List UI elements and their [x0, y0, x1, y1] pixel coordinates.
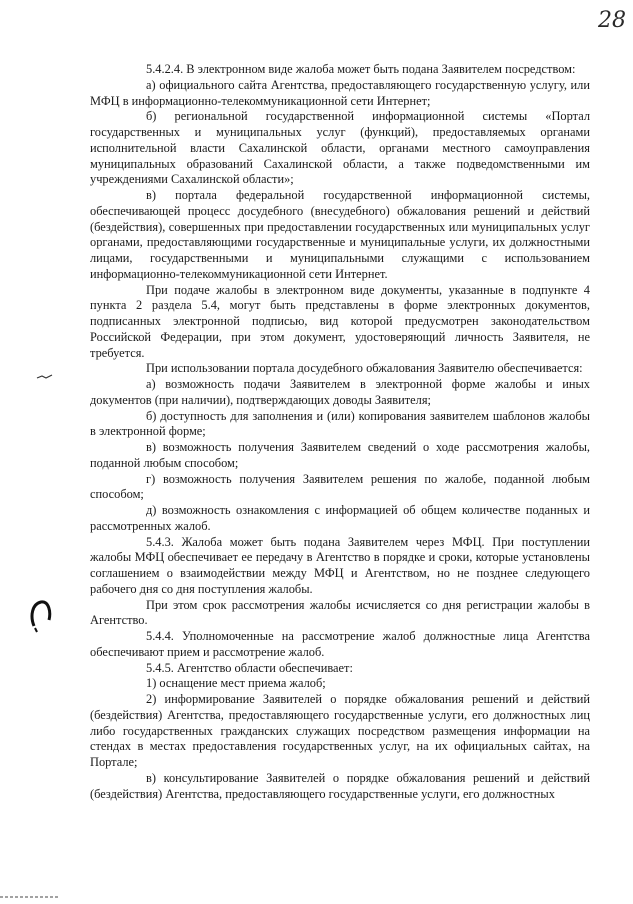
paragraph: б) доступность для заполнения и (или) копирования заявителем шаблонов жалобы в электронной форме;	[90, 408, 590, 439]
paragraph: б) региональной государственной информационной системы «Портал государственных и муниципальных услуг (функций), предоставляемых органами исполнительной власти Сахалинской области, органами местного самоуправления муниципальных образований Сахалинской области, а также подведомственными им учреждениями Сахалинской области»;	[90, 109, 590, 187]
paragraph: а) официального сайта Агентства, предоставляющего государственную услугу, или МФЦ в информационно-телекоммуникационной сети Интернет;	[90, 77, 590, 108]
paragraph: 1) оснащение мест приема жалоб;	[146, 676, 326, 691]
paragraph: 5.4.3. Жалоба может быть подана Заявителем через МФЦ. При поступлении жалобы МФЦ обеспечивает ее передачу в Агентство в порядке и сроки, которые установлены соглашением о взаимодействии между МФЦ и Агентством, но не позднее следующего рабочего дня со дня поступления жалобы.	[90, 534, 590, 596]
paragraph: в) консультирование Заявителей о порядке обжалования решений и действий (бездействия) Агентства, предоставляющего государственные услуги, его должностных	[90, 770, 590, 801]
scan-speck-mark	[36, 372, 54, 382]
bottom-edge-mark	[0, 894, 60, 900]
punch-hole-mark	[30, 598, 52, 634]
paragraph: д) возможность ознакомления с информацией об общем количестве поданных и рассмотренных жалоб.	[90, 503, 590, 533]
paragraph: в) портала федеральной государственной информационной системы, обеспечивающей процесс досудебного (внесудебного) обжалования решений и действий (бездействия), совершенных при предоставлении государственных или муниципальных услуг органами, предоставляющими государственные и муниципальные услуги, их должностными лицами, государственными и муниципальными служащими с использованием информационно-телекоммуникационной сети Интернет.	[90, 188, 590, 281]
paragraph: г) возможность получения Заявителем решения по жалобе, поданной любым способом;	[90, 471, 590, 502]
paragraph: а) возможность подачи Заявителем в электронной форме жалобы и иных документов (при наличии), подтверждающих доводы Заявителя;	[90, 377, 590, 407]
paragraph: 5.4.4. Уполномоченные на рассмотрение жалоб должностные лица Агентства обеспечивают прием и рассмотрение жалоб.	[90, 629, 590, 659]
page-number: 28	[598, 8, 626, 33]
paragraph: 5.4.2.4. В электронном виде жалоба может быть подана Заявителем посредством:	[146, 62, 576, 76]
paragraph: При использовании портала досудебного обжалования Заявителю обеспечивается:	[146, 361, 583, 376]
paragraph: 2) информирование Заявителей о порядке обжалования решений и действий (бездействия) Агентства, предоставляющего государственные услуги, его должностных лиц либо государственных гражданских служащих посредством размещения информации на стендах в местах предоставления государственных услуг, на их официальных сайтах, на Портале;	[90, 692, 590, 769]
document-body	[90, 62, 590, 802]
paragraph: 5.4.5. Агентство области обеспечивает:	[146, 660, 353, 675]
paragraph: При этом срок рассмотрения жалобы исчисляется со дня регистрации жалобы в Агентство.	[90, 597, 590, 628]
paragraph: в) возможность получения Заявителем сведений о ходе рассмотрения жалобы, поданной любым способом;	[90, 440, 590, 470]
paragraph: При подаче жалобы в электронном виде документы, указанные в подпункте 4 пункта 2 раздела 5.4, могут быть представлены в форме электронных документов, подписанных электронной подписью, вид которой предусмотрен законодательством Российской Федерации, при этом документ, удостоверяющий личность Заявителя, не требуется.	[90, 282, 590, 360]
